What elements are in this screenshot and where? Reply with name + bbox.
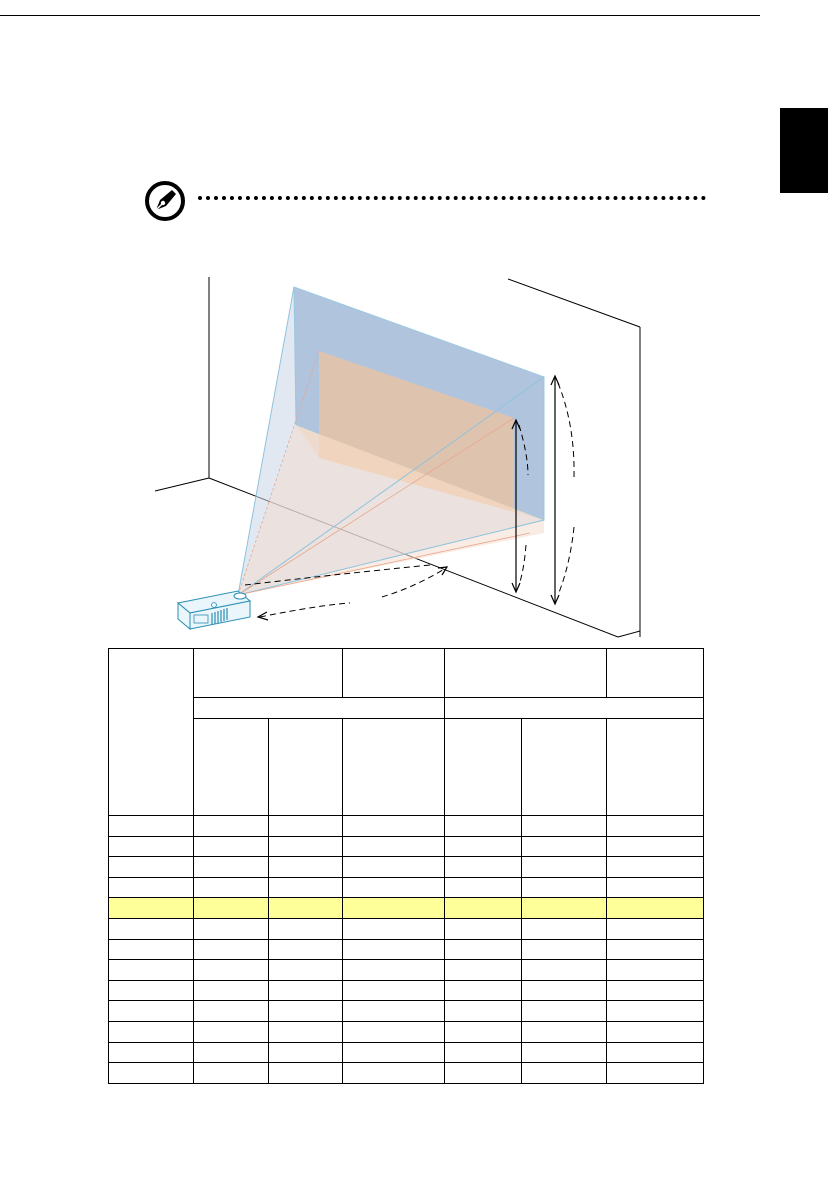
table-cell — [343, 1063, 445, 1084]
table-cell — [607, 898, 704, 919]
table-cell — [269, 939, 343, 960]
table-cell — [445, 1042, 522, 1063]
table-cell — [522, 980, 607, 1001]
table-cell — [269, 816, 343, 837]
table-cell — [522, 918, 607, 939]
table-cell — [343, 918, 445, 939]
chapter-tab-marker — [780, 108, 828, 193]
table-cell — [607, 816, 704, 837]
table-row — [109, 939, 704, 960]
table-cell — [607, 877, 704, 898]
table-cell — [343, 1042, 445, 1063]
table-cell — [607, 1001, 704, 1022]
table-cell — [607, 918, 704, 939]
floor-left-line — [155, 478, 209, 491]
table-cell — [607, 980, 704, 1001]
table-cell — [109, 1063, 194, 1084]
wall-top-line — [508, 279, 640, 327]
table-row — [109, 980, 704, 1001]
projector-icon — [178, 591, 250, 629]
table-cell — [194, 857, 269, 878]
table-row — [109, 857, 704, 878]
table-row — [109, 898, 704, 919]
table-cell — [522, 1063, 607, 1084]
table-cell — [445, 877, 522, 898]
table-cell — [269, 1042, 343, 1063]
table-cell — [522, 857, 607, 878]
table-cell — [109, 960, 194, 981]
table-header-cell — [109, 649, 194, 816]
table-header-cell — [607, 719, 704, 816]
table-cell — [343, 939, 445, 960]
table-cell — [607, 1063, 704, 1084]
table-header-row — [109, 649, 704, 698]
table-cell — [194, 1042, 269, 1063]
table-header-cell — [445, 719, 522, 816]
wall-bottom-line — [618, 631, 640, 637]
table-cell — [343, 816, 445, 837]
projection-diagram — [150, 265, 650, 645]
table-row — [109, 1001, 704, 1022]
table-cell — [194, 939, 269, 960]
table-cell — [343, 857, 445, 878]
table-cell — [522, 836, 607, 857]
table-cell — [607, 960, 704, 981]
table-cell — [109, 980, 194, 1001]
table-header-cell — [607, 649, 704, 698]
table-cell — [445, 857, 522, 878]
table-cell — [343, 1021, 445, 1042]
table-header-cell — [194, 719, 269, 816]
top-rule — [0, 15, 760, 16]
table-row — [109, 1021, 704, 1042]
table-cell — [109, 898, 194, 919]
table-cell — [109, 1001, 194, 1022]
table-cell — [343, 980, 445, 1001]
table-cell — [445, 960, 522, 981]
distance-dim-arc-right — [382, 568, 446, 597]
table-cell — [109, 918, 194, 939]
table-cell — [194, 877, 269, 898]
table-cell — [445, 816, 522, 837]
table-header-cell — [194, 649, 343, 698]
table-cell — [607, 836, 704, 857]
table-cell — [109, 857, 194, 878]
table-row — [109, 960, 704, 981]
table-cell — [269, 1001, 343, 1022]
table-cell — [109, 939, 194, 960]
table-row — [109, 918, 704, 939]
note-pen-icon — [144, 180, 186, 222]
table-cell — [269, 960, 343, 981]
large-height-arrow — [551, 376, 559, 604]
table-cell — [445, 980, 522, 1001]
table-header-cell — [343, 649, 445, 698]
table-cell — [522, 1001, 607, 1022]
table-cell — [109, 1021, 194, 1042]
table-body — [109, 816, 704, 1084]
table-cell — [194, 898, 269, 919]
table-cell — [445, 1063, 522, 1084]
table-cell — [194, 1021, 269, 1042]
table-cell — [522, 939, 607, 960]
table-header-cell — [269, 719, 343, 816]
table-cell — [269, 918, 343, 939]
table-cell — [269, 1021, 343, 1042]
table-cell — [607, 1042, 704, 1063]
table-cell — [445, 1021, 522, 1042]
table-cell — [522, 898, 607, 919]
table-cell — [607, 1021, 704, 1042]
table-header-row — [109, 698, 704, 719]
table-header-cell — [522, 719, 607, 816]
table-header-cell — [343, 719, 445, 816]
table-row — [109, 877, 704, 898]
projection-spec-table — [108, 648, 704, 1084]
table-cell — [269, 857, 343, 878]
table-cell — [445, 939, 522, 960]
table-cell — [343, 836, 445, 857]
table-cell — [445, 898, 522, 919]
table-cell — [269, 1063, 343, 1084]
table-cell — [109, 816, 194, 837]
table-cell — [109, 1042, 194, 1063]
small-height-dim-arc-bottom — [519, 545, 526, 585]
table-cell — [194, 960, 269, 981]
table-header-cell — [445, 649, 607, 698]
table-cell — [194, 1063, 269, 1084]
table-cell — [522, 960, 607, 981]
table-cell — [522, 1042, 607, 1063]
table-cell — [522, 1021, 607, 1042]
table-cell — [607, 857, 704, 878]
table-cell — [109, 836, 194, 857]
table-cell — [343, 1001, 445, 1022]
table-cell — [269, 980, 343, 1001]
table-cell — [445, 836, 522, 857]
table-header-cell — [445, 698, 704, 719]
table-cell — [194, 918, 269, 939]
table-row — [109, 836, 704, 857]
table-cell — [194, 980, 269, 1001]
table-cell — [269, 836, 343, 857]
table-cell — [343, 898, 445, 919]
table-cell — [109, 877, 194, 898]
table-cell — [269, 877, 343, 898]
table-header-row — [109, 719, 704, 816]
large-height-dim-arc-top — [558, 383, 574, 477]
large-height-dim-arc-bottom — [558, 527, 574, 595]
table-cell — [343, 877, 445, 898]
table-cell — [194, 836, 269, 857]
table-cell — [343, 960, 445, 981]
distance-arrowhead-right — [438, 567, 447, 575]
table-cell — [445, 1001, 522, 1022]
table-header-cell — [194, 698, 445, 719]
table-row — [109, 1063, 704, 1084]
table-cell — [269, 898, 343, 919]
distance-dim-arc-left — [260, 603, 350, 617]
table-cell — [522, 816, 607, 837]
table-cell — [194, 1001, 269, 1022]
table-cell — [522, 877, 607, 898]
table-cell — [194, 816, 269, 837]
table-row — [109, 1042, 704, 1063]
table-cell — [445, 918, 522, 939]
table-row — [109, 816, 704, 837]
table-cell — [607, 939, 704, 960]
note-dotted-separator — [198, 196, 706, 200]
